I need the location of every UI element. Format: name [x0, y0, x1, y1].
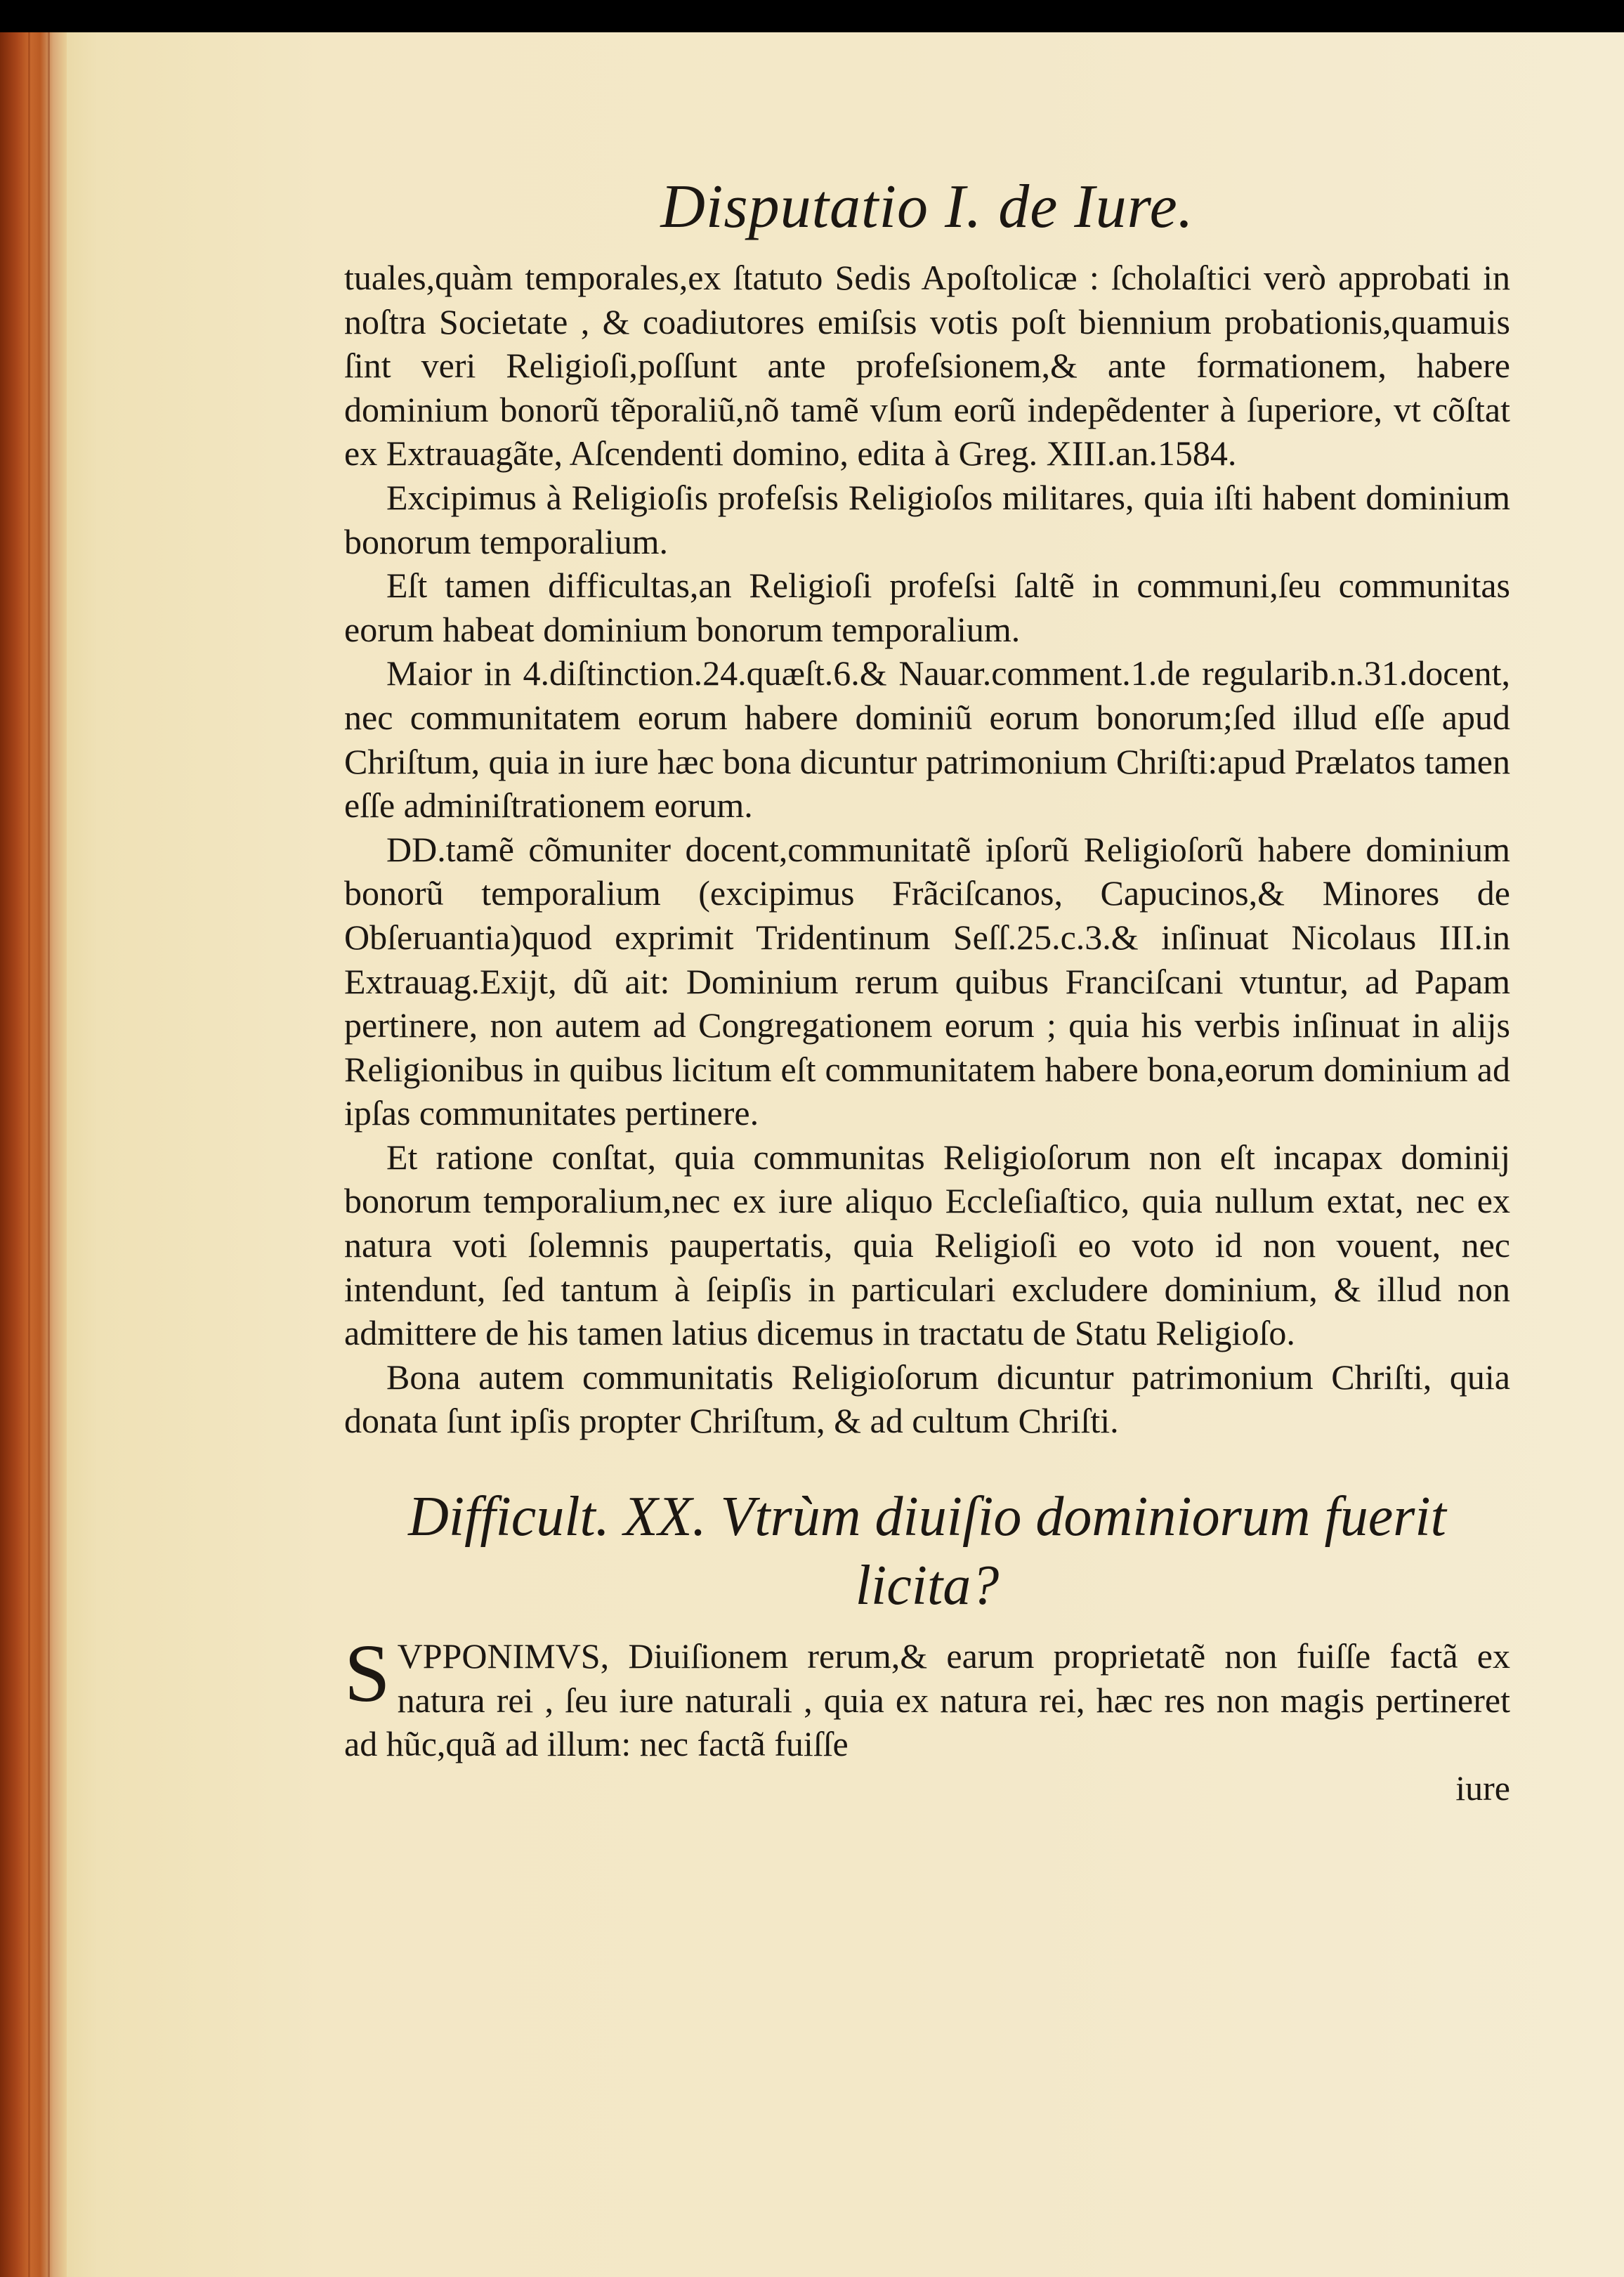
opening-paragraph — [344, 1627, 1510, 1766]
paragraph: tuales,quàm temporales,ex ſtatuto Sedis Apoſtolicæ : ſcholaſtici verò approbati in noſtra Societate , & coadiutores emiſsis votis poſt biennium probationis,quamuis ſint veri Religioſi,poſſunt ante profeſsionem,& ante formationem, habere dominium bonorũ tẽporaliũ,nõ tamẽ vſum eorũ indepẽdenter à ſuperiore, vt cõſtat ex Extrauagãte, Aſcendenti domino, edita à Greg. XIII.an.1584. — [344, 258, 1510, 474]
paragraph: DD.tamẽ cõmuniter docent,communitatẽ ipſorũ Religioſorũ habere dominium bonorũ temporalium (excipimus Frãciſcanos, Capucinos,& Minores de Obſeruantia)quod exprimit Tridentinum Seſſ.25.c.3.& inſinuat Nicolaus III.in Extrauag.Exijt, dũ ait: Dominium rerum quibus Franciſcani vtuntur, ad Papam pertinere, non autem ad Congregationem eorum ; quia his verbis inſinuat in alijs Religionibus in quibus licitum eſt communitatem habere bona,eorum dominium ad ipſas communitates pertinere. — [344, 829, 1510, 1133]
catchword: iure — [1455, 1768, 1510, 1808]
drop-cap: S — [344, 1627, 391, 1720]
running-head: Disputatio I. de Iure. — [660, 173, 1194, 241]
paragraph: Eſt tamen difficultas,an Religioſi profeſsi ſaltẽ in communi,ſeu communitas eorum habeat dominium bonorum temporalium. — [344, 566, 1510, 649]
section-heading: Difficult. XX. Vtrùm diuiſio dominiorum fuerit licita? — [408, 1486, 1446, 1617]
spine-line — [48, 32, 50, 2277]
paragraph: Bona autem communitatis Religioſorum dicuntur patrimonium Chriſti, quia donata ſunt ipſis propter Chriſtum, & ad cultum Chriſti. — [344, 1357, 1510, 1441]
spine-line — [28, 32, 30, 2277]
text-block — [344, 169, 1510, 1810]
scan-top-border — [0, 0, 1624, 32]
body-text — [344, 256, 1510, 1443]
paragraph: Excipimus à Religioſis profeſsis Religioſos militares, quia iſti habent dominium bonorum temporalium. — [344, 477, 1510, 561]
paragraph: Et ratione conſtat, quia communitas Religioſorum non eſt incapax dominij bonorum temporalium,nec ex iure aliquo Eccleſiaſtico, quia nullum extat, nec ex natura voti ſolemnis paupertatis, quia Religioſi eo voto id non vouent, nec intendunt, ſed tantum à ſeipſis in particulari excludere dominium, & illud non admittere de his tamen latius dicemus in tractatu de Statu Religioſo. — [344, 1137, 1510, 1353]
paragraph: Maior in 4.diſtinction.24.quæſt.6.& Nauar.comment.1.de regularib.n.31.docent, nec communitatem eorum habere dominiũ eorum bonorum;ſed illud eſſe apud Chriſtum, quia in iure hæc bona dicuntur patrimonium Chriſti:apud Prælatos tamen eſſe adminiſtrationem eorum. — [344, 653, 1510, 826]
book-spine-edge — [0, 32, 67, 2277]
opening-text: VPPONIMVS, Diuiſionem rerum,& earum proprietatẽ non fuiſſe factã ex natura rei , ſeu iure naturali , quia ex natura rei, hæc res non magis pertineret ad hũc,quã ad illum: nec factã fuiſſe — [344, 1636, 1510, 1764]
